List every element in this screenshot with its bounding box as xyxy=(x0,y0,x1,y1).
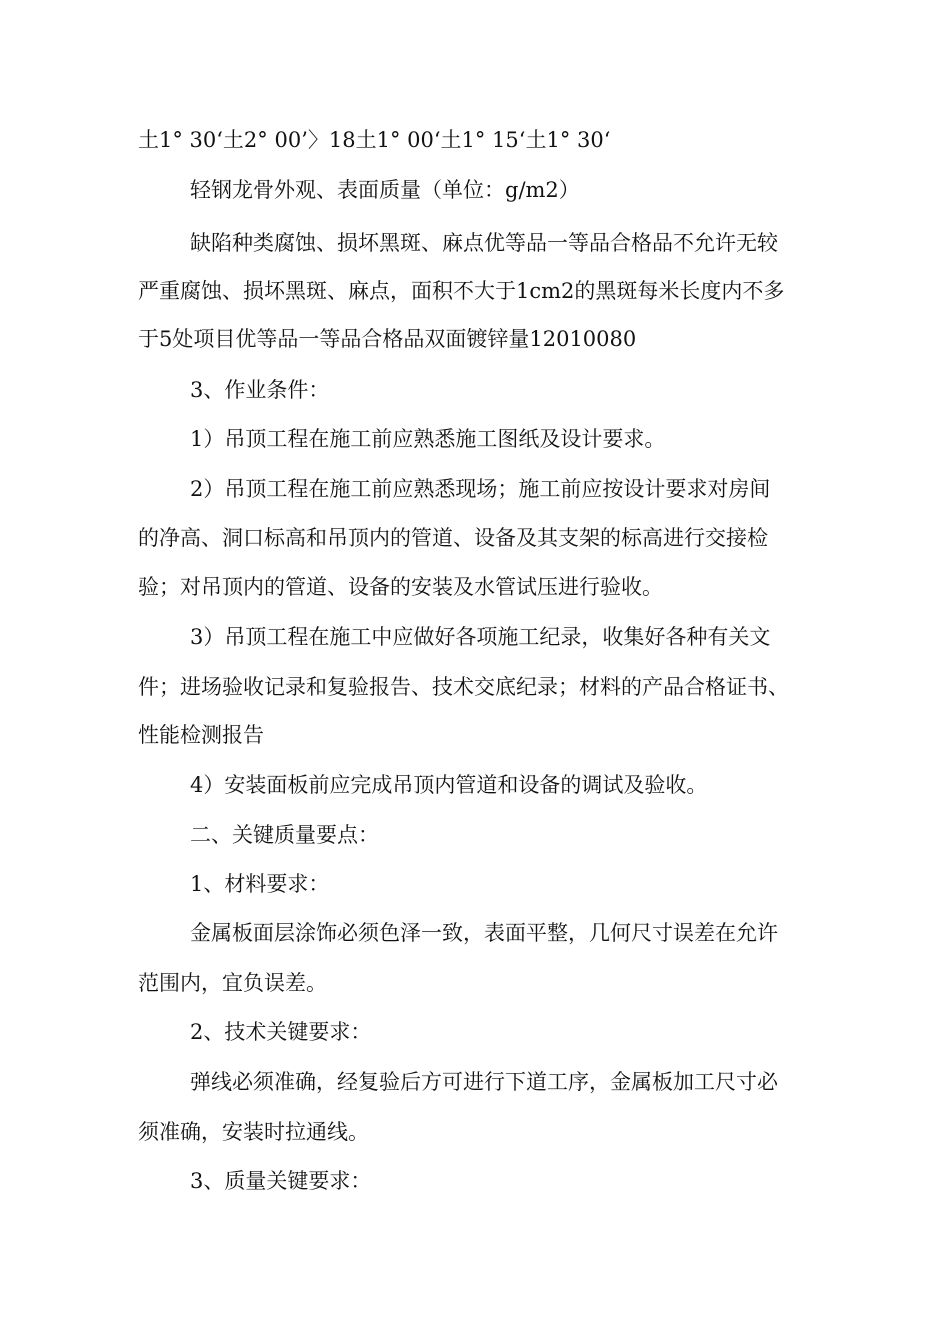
paragraph-line: 验；对吊顶内的管道、设备的安装及水管试压进行验收。 xyxy=(138,575,663,599)
paragraph-line: 土1° 30‘土2° 00’〉18土1° 00‘土1° 15‘土1° 30‘ xyxy=(138,128,611,152)
paragraph-line: 须准确，安装时拉通线。 xyxy=(138,1120,369,1144)
subsection-heading: 2、技术关键要求： xyxy=(190,1020,372,1044)
paragraph-line: 轻钢龙骨外观、表面质量（单位：g/m2） xyxy=(190,178,580,202)
subsection-heading: 3、质量关键要求： xyxy=(190,1169,372,1193)
paragraph-line: 4）安装面板前应完成吊顶内管道和设备的调试及验收。 xyxy=(190,773,708,797)
paragraph-line: 于5处项目优等品一等品合格品双面镀锌量12010080 xyxy=(138,327,637,351)
subsection-heading: 1、材料要求： xyxy=(190,872,330,896)
section-heading: 二、关键质量要点： xyxy=(190,823,379,847)
paragraph-line: 性能检测报告 xyxy=(138,723,264,747)
paragraph-line: 弹线必须准确，经复验后方可进行下道工序，金属板加工尺寸必 xyxy=(190,1070,778,1094)
section-heading: 3、作业条件： xyxy=(190,378,330,402)
paragraph-line: 1）吊顶工程在施工前应熟悉施工图纸及设计要求。 xyxy=(190,427,666,451)
paragraph-line: 缺陷种类腐蚀、损坏黑斑、麻点优等品一等品合格品不允许无较 xyxy=(190,231,778,255)
paragraph-line: 金属板面层涂饰必须色泽一致，表面平整，几何尺寸误差在允许 xyxy=(190,921,778,945)
paragraph-line: 3）吊顶工程在施工中应做好各项施工纪录，收集好各种有关文 xyxy=(190,625,771,649)
paragraph-line: 严重腐蚀、损坏黑斑、麻点，面积不大于1cm2的黑斑每米长度内不多 xyxy=(138,279,785,303)
paragraph-line: 件；进场验收记录和复验报告、技术交底纪录；材料的产品合格证书、 xyxy=(138,675,789,699)
paragraph-line: 范围内，宜负误差。 xyxy=(138,971,327,995)
paragraph-line: 的净高、洞口标高和吊顶内的管道、设备及其支架的标高进行交接检 xyxy=(138,526,768,550)
paragraph-line: 2）吊顶工程在施工前应熟悉现场；施工前应按设计要求对房间 xyxy=(190,477,771,501)
